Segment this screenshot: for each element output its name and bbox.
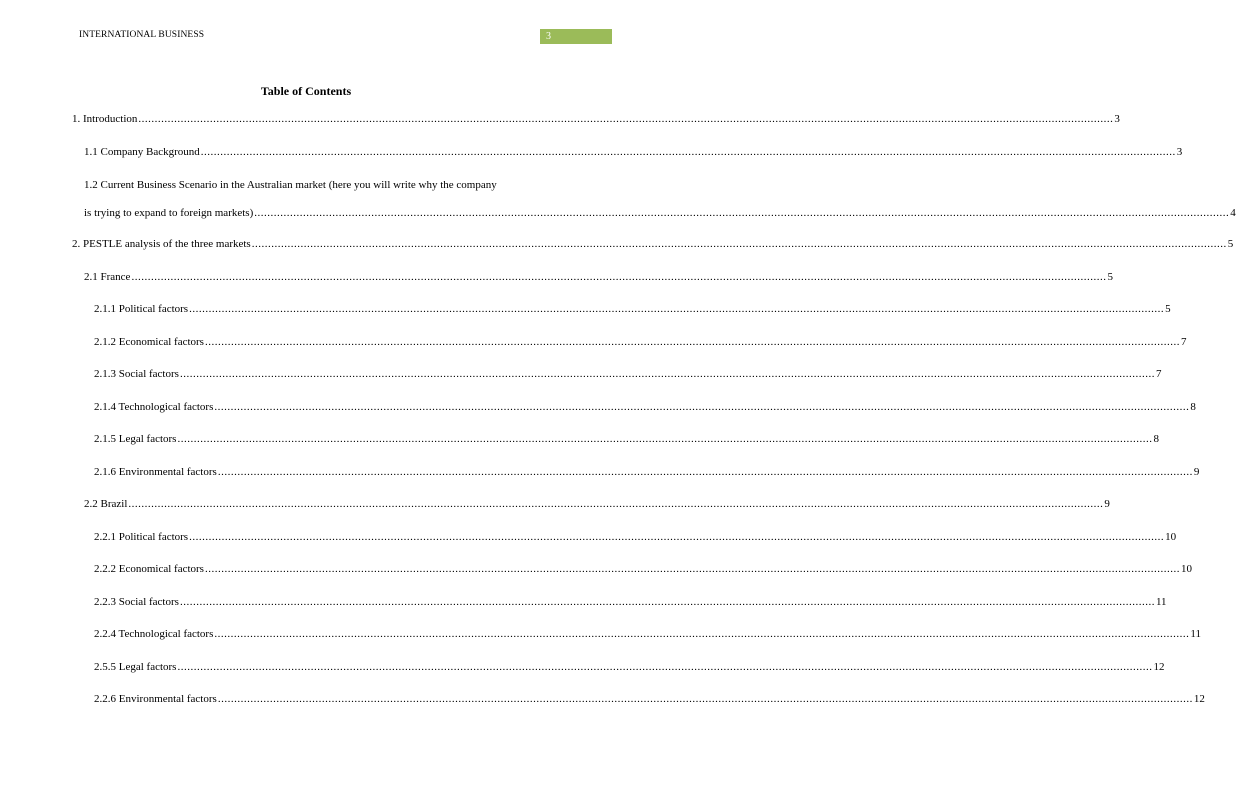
dot-leader: ............................................................................................................................................................................................................................................................................................................ (177, 661, 1153, 673)
page-number-badge: 3 (540, 29, 612, 44)
toc-entry-page: 12 (1193, 693, 1205, 705)
dot-leader: ............................................................................................................................................................................................................................................................................................................ (179, 368, 1155, 380)
toc-entry-france-political[interactable] (94, 302, 1171, 316)
toc-entry-page: 9 (1104, 498, 1110, 510)
dot-leader: ............................................................................................................................................................................................................................................................................................................ (204, 336, 1180, 348)
dot-leader: ............................................................................................................................................................................................................................................................................................................ (177, 433, 1153, 445)
dot-leader: ............................................................................................................................................................................................................................................................................................................ (189, 303, 1165, 315)
toc-entry-page: 10 (1180, 563, 1192, 575)
dot-leader: ............................................................................................................................................................................................................................................................................................................ (217, 466, 1193, 478)
toc-entry-label: 2.1 France (84, 271, 131, 283)
toc-entry-brazil-legal[interactable] (94, 660, 1165, 674)
dot-leader: ............................................................................................................................................................................................................................................................................................................ (189, 531, 1165, 543)
dot-leader: ............................................................................................................................................................................................................................................................................................................ (217, 693, 1193, 705)
toc-entry-label: 2.2.6 Environmental factors (94, 693, 217, 705)
toc-entry-page: 11 (1190, 628, 1201, 640)
toc-entry-france-economical[interactable] (94, 335, 1187, 349)
toc-entry-brazil-economical[interactable] (94, 562, 1192, 576)
toc-entry-page: 3 (1114, 113, 1120, 125)
dot-leader: ............................................................................................................................................................................................................................................................................................................ (131, 271, 1107, 283)
toc-entry-page: 11 (1155, 596, 1167, 608)
toc-entry-label: 1.1 Company Background (84, 146, 200, 158)
toc-entry-label: 2.2 Brazil (84, 498, 128, 510)
running-head: INTERNATIONAL BUSINESS (79, 30, 205, 40)
dot-leader: ............................................................................................................................................................................................................................................................................................................ (214, 628, 1190, 640)
toc-entry-label: 2.1.5 Legal factors (94, 433, 177, 445)
toc-entry-france-social[interactable] (94, 367, 1162, 381)
toc-entry-label-line1: 1.2 Current Business Scenario in the Australian market (here you will write why the company (84, 179, 497, 191)
toc-entry-label: 2.2.2 Economical factors (94, 563, 204, 575)
toc-entry-page: 9 (1193, 466, 1200, 478)
toc-entry-page: 8 (1153, 433, 1159, 445)
toc-entry-label: 2.1.2 Economical factors (94, 336, 204, 348)
toc-entry-france-technological[interactable] (94, 400, 1196, 414)
toc-title: Table of Contents (260, 84, 352, 98)
toc-entry-label: 2.2.4 Technological factors (94, 628, 214, 640)
toc-entry-france-environmental[interactable] (94, 465, 1200, 479)
toc-entry-label: is trying to expand to foreign markets) (84, 207, 254, 219)
toc-entry-label: 2.2.1 Political factors (94, 531, 189, 543)
toc-entry-brazil-political[interactable] (94, 530, 1177, 544)
dot-leader: ............................................................................................................................................................................................................................................................................................................ (138, 113, 1114, 125)
dot-leader: ............................................................................................................................................................................................................................................................................................................ (214, 401, 1190, 413)
toc-entry-label: 2. PESTLE analysis of the three markets (72, 238, 251, 250)
toc-entry-label: 2.1.1 Political factors (94, 303, 189, 315)
toc-entry-label: 2.1.3 Social factors (94, 368, 179, 380)
toc-entry-page: 5 (1107, 271, 1113, 283)
toc-entry-label: 2.1.6 Environmental factors (94, 466, 217, 478)
toc-entry-company-background[interactable] (84, 145, 1183, 159)
toc-entry-page: 8 (1190, 401, 1196, 413)
toc-entry-page: 7 (1180, 336, 1187, 348)
toc-entry-brazil[interactable] (84, 497, 1110, 511)
toc-entry-page: 12 (1153, 661, 1165, 673)
toc-entry-introduction[interactable] (72, 112, 1120, 126)
toc-entry-label: 2.5.5 Legal factors (94, 661, 177, 673)
toc-entry-brazil-environmental[interactable] (94, 692, 1205, 706)
toc-entry-page: 10 (1165, 531, 1177, 543)
toc-entry-page: 7 (1155, 368, 1162, 380)
toc-entry-brazil-social[interactable] (94, 595, 1167, 609)
toc-entry-pestle-analysis[interactable] (72, 237, 1234, 251)
toc-entry-brazil-technological[interactable] (94, 627, 1201, 641)
toc-entry-label: 1. Introduction (72, 113, 138, 125)
dot-leader: ............................................................................................................................................................................................................................................................................................................ (128, 498, 1104, 510)
dot-leader: ............................................................................................................................................................................................................................................................................................................ (200, 146, 1176, 158)
toc-entry-france-legal[interactable] (94, 432, 1159, 446)
toc-entry-label: 2.1.4 Technological factors (94, 401, 214, 413)
toc-entry-page: 3 (1176, 146, 1183, 158)
toc-entry-page: 5 (1227, 238, 1234, 250)
dot-leader: ............................................................................................................................................................................................................................................................................................................ (254, 207, 1230, 219)
toc-entry-france[interactable] (84, 270, 1113, 284)
dot-leader: ............................................................................................................................................................................................................................................................................................................ (251, 238, 1227, 250)
toc-entry-page: 5 (1165, 303, 1171, 315)
dot-leader: ............................................................................................................................................................................................................................................................................................................ (179, 596, 1155, 608)
dot-leader: ............................................................................................................................................................................................................................................................................................................ (204, 563, 1180, 575)
toc-entry-page: 4 (1230, 207, 1236, 219)
toc-entry-current-business-scenario[interactable] (84, 178, 1236, 220)
toc-entry-label: 2.2.3 Social factors (94, 596, 179, 608)
